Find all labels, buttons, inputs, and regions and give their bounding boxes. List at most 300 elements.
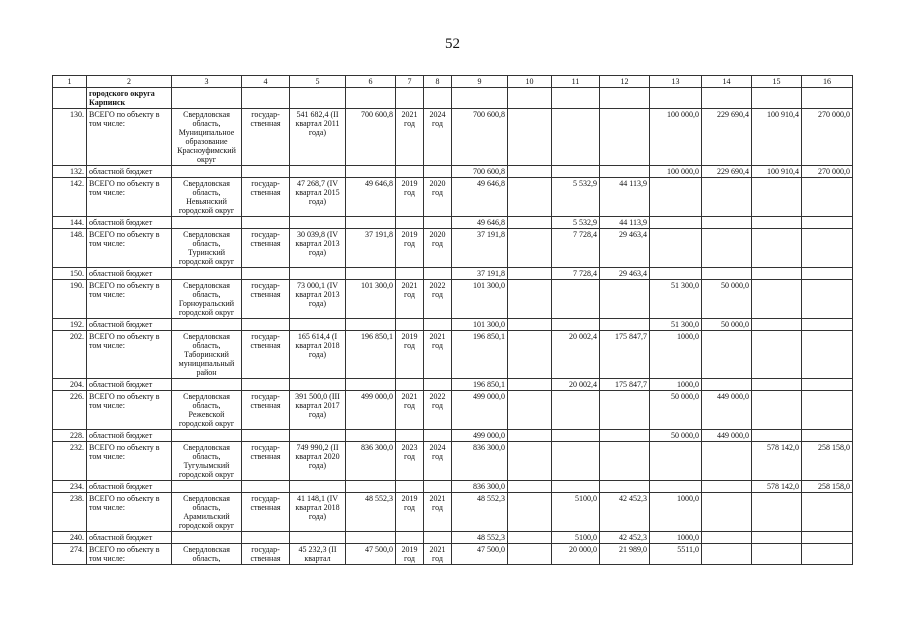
table-cell: 5511,0 xyxy=(650,544,702,565)
header-row xyxy=(53,76,853,88)
table-cell xyxy=(346,268,396,280)
table-cell: государ-ственная xyxy=(242,493,290,532)
table-cell xyxy=(600,280,650,319)
table-cell: 2021 год xyxy=(424,331,452,379)
table-cell xyxy=(508,442,552,481)
table-cell xyxy=(172,319,242,331)
table-cell: 192. xyxy=(53,319,87,331)
table-cell: 229 690,4 xyxy=(702,109,752,166)
table-cell: ВСЕГО по объекту в том числе: xyxy=(87,391,172,430)
table-cell: 30 039,8 (IV квартал 2013 года) xyxy=(290,229,346,268)
table-cell: 101 300,0 xyxy=(346,280,396,319)
table-cell: государ-ственная xyxy=(242,229,290,268)
table-cell xyxy=(242,379,290,391)
object-row xyxy=(53,391,853,430)
table-cell xyxy=(53,88,87,109)
table-cell xyxy=(752,88,802,109)
table-cell: ВСЕГО по объекту в том числе: xyxy=(87,109,172,166)
table-cell xyxy=(242,268,290,280)
table-cell xyxy=(290,481,346,493)
table-cell: 449 000,0 xyxy=(702,391,752,430)
table-cell: 150. xyxy=(53,268,87,280)
continuation-row xyxy=(53,88,853,109)
table-cell xyxy=(600,430,650,442)
table-cell: 240. xyxy=(53,532,87,544)
budget-row xyxy=(53,430,853,442)
table-cell xyxy=(508,88,552,109)
table-cell: 541 682,4 (II квартал 2011 года) xyxy=(290,109,346,166)
table-cell: 7 728,4 xyxy=(552,268,600,280)
table-cell: 5 532,9 xyxy=(552,178,600,217)
table-cell: 2022 год xyxy=(424,391,452,430)
table-cell xyxy=(508,532,552,544)
header-cell: 14 xyxy=(702,76,752,88)
table-cell: 44 113,9 xyxy=(600,217,650,229)
table-cell: 51 300,0 xyxy=(650,319,702,331)
table-cell: Свердловская область, Муниципальное образование Красноуфимский округ xyxy=(172,109,242,166)
table-cell: государ-ственная xyxy=(242,280,290,319)
table-cell: 21 989,0 xyxy=(600,544,650,565)
table-cell: 48 552,3 xyxy=(452,532,508,544)
table-cell: 50 000,0 xyxy=(702,319,752,331)
table-cell: 20 000,0 xyxy=(552,544,600,565)
table-cell xyxy=(424,166,452,178)
table-cell xyxy=(424,268,452,280)
table-cell: 2019 год xyxy=(396,178,424,217)
table-cell xyxy=(242,217,290,229)
table-cell xyxy=(242,166,290,178)
table-cell xyxy=(508,481,552,493)
table-cell: 1000,0 xyxy=(650,331,702,379)
table-cell: Свердловская область, Горноуральский городской округ xyxy=(172,280,242,319)
table-cell: 175 847,7 xyxy=(600,331,650,379)
table-cell: 836 300,0 xyxy=(452,481,508,493)
table-cell: 130. xyxy=(53,109,87,166)
table-cell xyxy=(702,178,752,217)
table-cell: областной бюджет xyxy=(87,217,172,229)
table-cell xyxy=(508,109,552,166)
table-cell xyxy=(552,481,600,493)
table-cell xyxy=(396,217,424,229)
table-cell xyxy=(290,532,346,544)
table-cell xyxy=(802,229,853,268)
table-cell: областной бюджет xyxy=(87,430,172,442)
table-cell: 2019 год xyxy=(396,493,424,532)
table-cell: 1000,0 xyxy=(650,493,702,532)
table-cell: областной бюджет xyxy=(87,532,172,544)
table-cell xyxy=(424,88,452,109)
budget-row xyxy=(53,532,853,544)
table-cell: 2021 год xyxy=(424,493,452,532)
table-cell xyxy=(552,430,600,442)
table-cell: 101 300,0 xyxy=(452,319,508,331)
table-cell xyxy=(172,88,242,109)
table-cell xyxy=(752,280,802,319)
table-cell xyxy=(290,268,346,280)
header-cell: 5 xyxy=(290,76,346,88)
table-cell: 47 500,0 xyxy=(452,544,508,565)
table-cell xyxy=(650,88,702,109)
table-cell: областной бюджет xyxy=(87,481,172,493)
table-cell xyxy=(242,430,290,442)
table-cell xyxy=(242,481,290,493)
header-cell: 10 xyxy=(508,76,552,88)
table-cell: 5100,0 xyxy=(552,532,600,544)
table-cell xyxy=(752,217,802,229)
header-cell: 9 xyxy=(452,76,508,88)
header-cell: 11 xyxy=(552,76,600,88)
table-cell xyxy=(752,178,802,217)
table-cell: 37 191,8 xyxy=(452,268,508,280)
table-cell: 2022 год xyxy=(424,280,452,319)
table-cell: областной бюджет xyxy=(87,268,172,280)
header-cell: 13 xyxy=(650,76,702,88)
object-row xyxy=(53,280,853,319)
table-cell: 45 232,3 (II квартал xyxy=(290,544,346,565)
header-cell: 3 xyxy=(172,76,242,88)
table-cell: 49 646,8 xyxy=(346,178,396,217)
table-cell xyxy=(600,166,650,178)
table-cell xyxy=(600,88,650,109)
table-cell xyxy=(424,217,452,229)
table-cell: 100 910,4 xyxy=(752,166,802,178)
table-cell: 50 000,0 xyxy=(650,430,702,442)
table-cell xyxy=(702,217,752,229)
table-cell: государ-ственная xyxy=(242,544,290,565)
budget-row xyxy=(53,166,853,178)
table-cell xyxy=(600,319,650,331)
table-cell: Свердловская область, Режевской городской округ xyxy=(172,391,242,430)
header-cell: 6 xyxy=(346,76,396,88)
table-cell: 228. xyxy=(53,430,87,442)
table-cell: 190. xyxy=(53,280,87,319)
table-cell xyxy=(552,88,600,109)
table-cell xyxy=(452,88,508,109)
table-cell xyxy=(346,379,396,391)
table-cell xyxy=(600,442,650,481)
header-cell: 7 xyxy=(396,76,424,88)
table-cell xyxy=(396,319,424,331)
table-cell: 258 158,0 xyxy=(802,481,853,493)
table-cell xyxy=(802,532,853,544)
table-cell: 2021 год xyxy=(396,109,424,166)
table-cell xyxy=(242,88,290,109)
table-cell: ВСЕГО по объекту в том числе: xyxy=(87,331,172,379)
table-cell: 258 158,0 xyxy=(802,442,853,481)
table-cell: 73 000,1 (IV квартал 2013 года) xyxy=(290,280,346,319)
table-cell xyxy=(752,379,802,391)
table-cell xyxy=(290,379,346,391)
header-cell: 15 xyxy=(752,76,802,88)
table-cell xyxy=(424,319,452,331)
table-cell: 499 000,0 xyxy=(346,391,396,430)
table-cell: 234. xyxy=(53,481,87,493)
table-cell: Свердловская область, Туринский городской округ xyxy=(172,229,242,268)
table-cell xyxy=(290,430,346,442)
table-cell: 749 990,2 (II квартал 2020 года) xyxy=(290,442,346,481)
table-cell xyxy=(424,379,452,391)
table-cell xyxy=(346,88,396,109)
table-cell xyxy=(702,268,752,280)
table-cell xyxy=(508,379,552,391)
table-cell: 499 000,0 xyxy=(452,430,508,442)
table-cell xyxy=(650,442,702,481)
table-cell: 47 268,7 (IV квартал 2015 года) xyxy=(290,178,346,217)
table-cell: областной бюджет xyxy=(87,319,172,331)
table-cell xyxy=(752,544,802,565)
table-cell xyxy=(172,379,242,391)
table-cell: 44 113,9 xyxy=(600,178,650,217)
table-cell: 175 847,7 xyxy=(600,379,650,391)
table-cell xyxy=(396,166,424,178)
table-cell: 42 452,3 xyxy=(600,493,650,532)
table-cell xyxy=(346,217,396,229)
table-cell: ВСЕГО по объекту в том числе: xyxy=(87,178,172,217)
table-cell xyxy=(508,331,552,379)
table-cell: 100 000,0 xyxy=(650,166,702,178)
table-cell: областной бюджет xyxy=(87,379,172,391)
table-cell xyxy=(508,178,552,217)
table-cell: 700 600,8 xyxy=(452,166,508,178)
object-row xyxy=(53,178,853,217)
table-cell xyxy=(752,532,802,544)
table-cell xyxy=(290,319,346,331)
table-cell: ВСЕГО по объекту в том числе: xyxy=(87,544,172,565)
table-cell xyxy=(552,319,600,331)
table-cell: 50 000,0 xyxy=(702,280,752,319)
table-cell xyxy=(650,268,702,280)
table-cell xyxy=(172,217,242,229)
table-cell: 41 148,1 (IV квартал 2018 года) xyxy=(290,493,346,532)
table-cell: 2020 год xyxy=(424,178,452,217)
table-cell xyxy=(752,319,802,331)
table-cell xyxy=(702,379,752,391)
table-cell xyxy=(702,493,752,532)
table-cell xyxy=(802,280,853,319)
table-cell: 2020 год xyxy=(424,229,452,268)
table-cell: 578 142,0 xyxy=(752,481,802,493)
table-cell xyxy=(702,442,752,481)
table-cell: 132. xyxy=(53,166,87,178)
table-cell xyxy=(650,481,702,493)
table-cell: 100 000,0 xyxy=(650,109,702,166)
table-cell xyxy=(346,532,396,544)
table-cell xyxy=(752,331,802,379)
header-cell: 12 xyxy=(600,76,650,88)
table-cell: 37 191,8 xyxy=(452,229,508,268)
header-cell: 8 xyxy=(424,76,452,88)
table-cell: 229 690,4 xyxy=(702,166,752,178)
table-cell: 142. xyxy=(53,178,87,217)
table-cell xyxy=(702,229,752,268)
table-cell: государ-ственная xyxy=(242,109,290,166)
table-cell xyxy=(508,166,552,178)
table-cell xyxy=(752,391,802,430)
page-number: 52 xyxy=(445,36,460,52)
budget-row xyxy=(53,268,853,280)
table-cell xyxy=(424,430,452,442)
table-cell xyxy=(242,532,290,544)
table-cell: 42 452,3 xyxy=(600,532,650,544)
table-cell xyxy=(702,331,752,379)
table-cell: 51 300,0 xyxy=(650,280,702,319)
table-cell xyxy=(346,166,396,178)
table-cell: 499 000,0 xyxy=(452,391,508,430)
table-cell: 2024 год xyxy=(424,442,452,481)
table-cell: 232. xyxy=(53,442,87,481)
table-cell xyxy=(802,379,853,391)
table-cell: 165 614,4 (I квартал 2018 года) xyxy=(290,331,346,379)
table-cell xyxy=(396,88,424,109)
table-cell xyxy=(552,442,600,481)
table-cell: 37 191,8 xyxy=(346,229,396,268)
table-cell: 144. xyxy=(53,217,87,229)
table-cell xyxy=(346,430,396,442)
table-cell: 2021 год xyxy=(396,391,424,430)
table-cell: 836 300,0 xyxy=(452,442,508,481)
program-table xyxy=(52,75,853,565)
table-cell xyxy=(802,331,853,379)
table-cell xyxy=(552,166,600,178)
budget-row xyxy=(53,379,853,391)
header-cell: 4 xyxy=(242,76,290,88)
table-cell: Свердловская область, Тугулымский городской округ xyxy=(172,442,242,481)
table-cell xyxy=(172,268,242,280)
table-cell: 49 646,8 xyxy=(452,217,508,229)
table-cell xyxy=(172,481,242,493)
table-cell: 238. xyxy=(53,493,87,532)
table-cell: 836 300,0 xyxy=(346,442,396,481)
table-cell: 391 500,0 (III квартал 2017 года) xyxy=(290,391,346,430)
table-cell xyxy=(802,88,853,109)
table-cell: государ-ственная xyxy=(242,391,290,430)
table-cell xyxy=(702,481,752,493)
table-cell: 47 500,0 xyxy=(346,544,396,565)
table-cell xyxy=(508,280,552,319)
table-cell: 20 002,4 xyxy=(552,379,600,391)
table-cell xyxy=(600,109,650,166)
table-cell xyxy=(396,430,424,442)
table-cell xyxy=(242,319,290,331)
table-cell: 29 463,4 xyxy=(600,229,650,268)
table-cell xyxy=(702,88,752,109)
table-cell xyxy=(396,481,424,493)
table-cell: ВСЕГО по объекту в том числе: xyxy=(87,229,172,268)
table-cell xyxy=(290,166,346,178)
table-cell: Свердловская область, Таборинский муниципальный район xyxy=(172,331,242,379)
table-cell: 578 142,0 xyxy=(752,442,802,481)
table-cell: областной бюджет xyxy=(87,166,172,178)
table-cell: ВСЕГО по объекту в том числе: xyxy=(87,493,172,532)
header-cell: 1 xyxy=(53,76,87,88)
table-cell: 449 000,0 xyxy=(702,430,752,442)
table-cell: 196 850,1 xyxy=(452,379,508,391)
table-cell: 20 002,4 xyxy=(552,331,600,379)
table-cell: 202. xyxy=(53,331,87,379)
table-cell xyxy=(508,430,552,442)
table-cell: 2024 год xyxy=(424,109,452,166)
table-cell xyxy=(172,532,242,544)
table-cell xyxy=(802,319,853,331)
table-cell: 50 000,0 xyxy=(650,391,702,430)
table-cell xyxy=(702,544,752,565)
table-cell xyxy=(600,481,650,493)
table-cell: 100 910,4 xyxy=(752,109,802,166)
table-cell xyxy=(802,544,853,565)
table-cell: ВСЕГО по объекту в том числе: xyxy=(87,280,172,319)
table-cell xyxy=(346,319,396,331)
table-cell xyxy=(802,493,853,532)
table-cell xyxy=(508,544,552,565)
object-row xyxy=(53,442,853,481)
budget-row xyxy=(53,319,853,331)
table-cell xyxy=(508,493,552,532)
table-cell: 2019 год xyxy=(396,331,424,379)
object-row xyxy=(53,109,853,166)
table-cell xyxy=(752,268,802,280)
table-cell: 270 000,0 xyxy=(802,109,853,166)
object-row xyxy=(53,544,853,565)
object-row xyxy=(53,229,853,268)
table-cell: 49 646,8 xyxy=(452,178,508,217)
table-cell: 148. xyxy=(53,229,87,268)
table-cell: 700 600,8 xyxy=(346,109,396,166)
table-cell xyxy=(802,178,853,217)
table-cell xyxy=(702,532,752,544)
table-cell: 5 532,9 xyxy=(552,217,600,229)
table-cell xyxy=(650,178,702,217)
table-cell: 48 552,3 xyxy=(346,493,396,532)
table-cell xyxy=(508,391,552,430)
table-cell xyxy=(290,88,346,109)
object-row xyxy=(53,493,853,532)
table-cell xyxy=(752,229,802,268)
table-cell xyxy=(508,217,552,229)
object-row xyxy=(53,331,853,379)
table-cell: государ-ственная xyxy=(242,178,290,217)
table-cell xyxy=(552,391,600,430)
table-cell xyxy=(650,217,702,229)
table-cell: 2019 год xyxy=(396,544,424,565)
table-cell xyxy=(802,217,853,229)
budget-row xyxy=(53,217,853,229)
table-cell xyxy=(802,430,853,442)
table-cell xyxy=(600,391,650,430)
table-cell: 2023 год xyxy=(396,442,424,481)
table-cell: 226. xyxy=(53,391,87,430)
table-cell: городского округа Карпинск xyxy=(87,88,172,109)
table-cell: 2021 год xyxy=(396,280,424,319)
table-cell xyxy=(650,229,702,268)
table-cell: 5100,0 xyxy=(552,493,600,532)
table-cell: Свердловская область, xyxy=(172,544,242,565)
table-body xyxy=(53,76,853,565)
table-cell: 196 850,1 xyxy=(452,331,508,379)
header-cell: 2 xyxy=(87,76,172,88)
table-cell xyxy=(508,268,552,280)
table-cell: 29 463,4 xyxy=(600,268,650,280)
table-cell xyxy=(752,430,802,442)
table-cell xyxy=(752,493,802,532)
table-cell xyxy=(396,532,424,544)
table-cell: Свердловская область, Невьянский городской округ xyxy=(172,178,242,217)
budget-row xyxy=(53,481,853,493)
table-cell: Свердловская область, Арамильский городской округ xyxy=(172,493,242,532)
table-cell xyxy=(552,109,600,166)
table-cell: 270 000,0 xyxy=(802,166,853,178)
table-cell: 2021 год xyxy=(424,544,452,565)
table-cell: 196 850,1 xyxy=(346,331,396,379)
